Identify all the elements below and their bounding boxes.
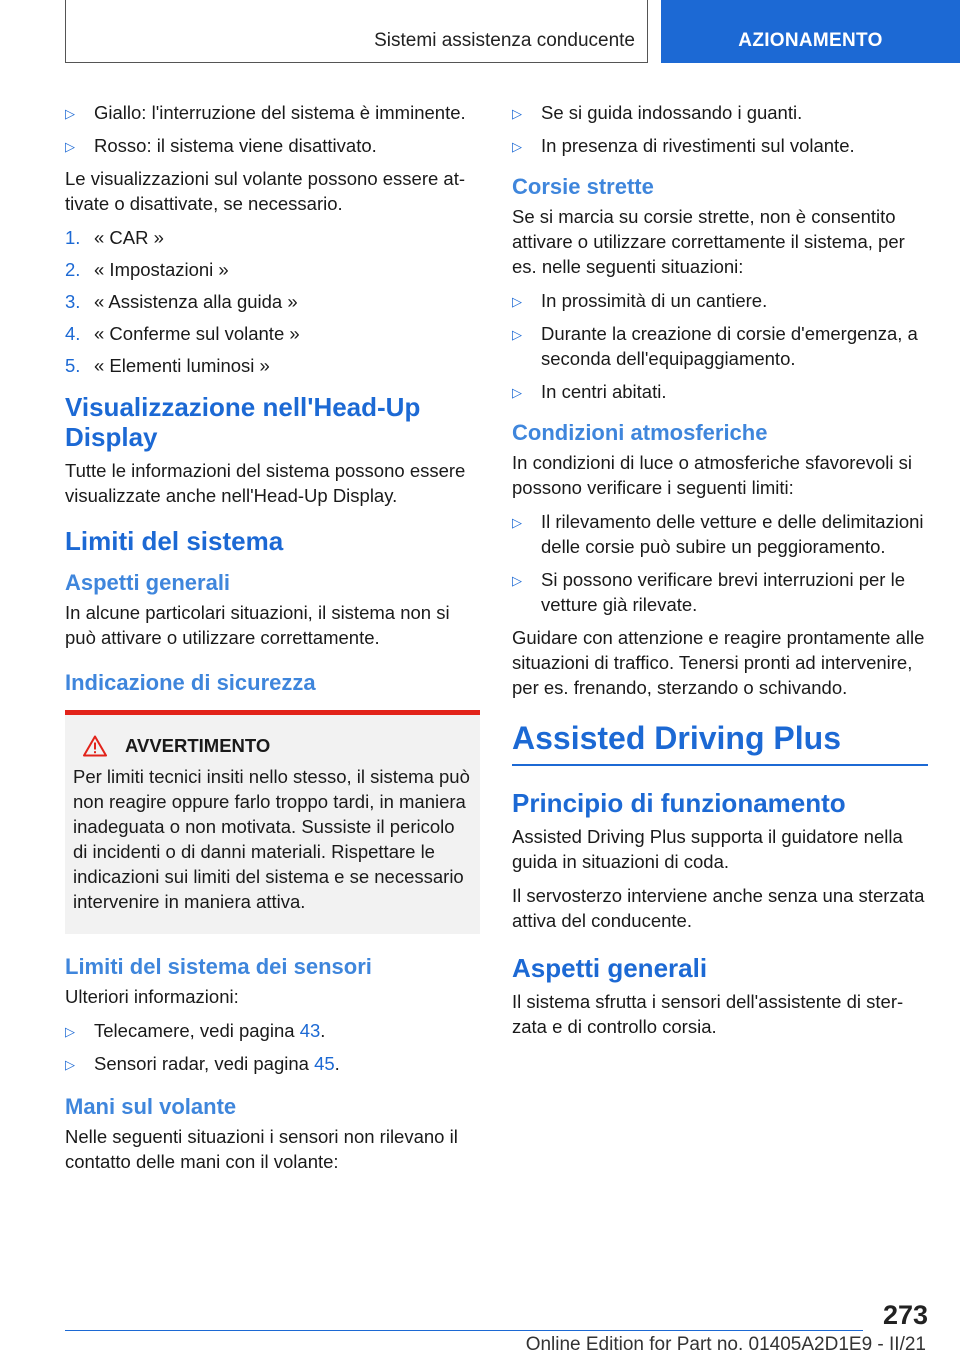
warning-header (83, 733, 472, 758)
step-item (65, 257, 480, 282)
step-item (65, 225, 480, 250)
sensor-limits-heading: Limiti del sistema dei sensori (65, 954, 372, 979)
narrow-lanes-text: Se si marcia su corsie strette, non è consentito attivare o utilizzare correttamente il sistema, per es. nelle seguenti situazioni: (512, 206, 905, 277)
triangle-bullet-icon: ▷ (65, 106, 75, 121)
step-text: « CAR » (94, 227, 164, 248)
list-item-text: Se si guida indossando i guanti. (541, 102, 803, 123)
hands-heading: Mani sul volante (65, 1094, 237, 1119)
warning-title: AVVERTIMENTO (125, 735, 271, 756)
header-chapter-tab (661, 0, 960, 63)
hands-text: Nelle seguenti situazioni i sensori non rilevano il contatto delle mani con il volante: (65, 1126, 458, 1172)
page-number: 273 (882, 1300, 928, 1330)
list-item (512, 100, 928, 125)
general-aspects-heading: Aspetti generali (65, 570, 231, 595)
sensor-intro: Ulteriori informazioni: (65, 986, 239, 1007)
list-item-text: Il rilevamento delle vetture e delle delimitazioni delle corsie può subire un peggioramento. (541, 511, 924, 557)
left-column (65, 100, 480, 1183)
triangle-bullet-icon: ▷ (65, 1057, 75, 1072)
list-item-text: In presenza di rivestimenti sul volante. (541, 135, 855, 156)
list-item (512, 288, 928, 313)
list-item-end: . (334, 1053, 340, 1074)
hud-text: Tutte le informazioni del sistema possono essere visualizzate anche nell'Head-Up Display. (65, 460, 466, 506)
list-item-text: In centri abitati. (541, 381, 667, 402)
principle-text: Il servosterzo interviene anche senza una sterzata attiva del conducente. (512, 885, 925, 931)
list-item (65, 100, 480, 125)
list-item-text: In prossimità di un cantiere. (541, 290, 768, 311)
list-item-text: Giallo: l'interruzione del sistema è imminente. (94, 102, 466, 123)
step-text: « Elementi luminosi » (94, 355, 270, 376)
list-item-text: Telecamere, vedi pagina (94, 1020, 300, 1041)
header-section-tab (65, 0, 648, 63)
list-item-text: Si possono verificare brevi interruzioni per le vetture già rilevate. (541, 569, 906, 615)
step-item (65, 289, 480, 314)
header-chapter-title: AZIONAMENTO (738, 30, 883, 51)
weather-heading: Condizioni atmosferiche (512, 420, 768, 445)
page-link[interactable]: 45 (314, 1053, 335, 1074)
list-item (512, 509, 928, 559)
warning-box (65, 710, 480, 934)
list-item-end: . (320, 1020, 326, 1041)
triangle-bullet-icon: ▷ (512, 294, 522, 309)
triangle-bullet-icon: ▷ (65, 139, 75, 154)
narrow-lanes-heading: Corsie strette (512, 174, 654, 199)
hud-heading: Visualizzazione nell'Head-Up Display (65, 392, 421, 452)
right-column (512, 100, 928, 1048)
step-number: 4. (65, 323, 81, 344)
general-aspects-text: In alcune particolari situazioni, il sistema non si può attivare o utilizzare correttamente. (65, 602, 450, 648)
list-item-text: Rosso: il sistema viene disattivato. (94, 135, 377, 156)
step-item (65, 353, 480, 378)
general-aspects-text: Il sistema sfrutta i sensori dell'assistente di sterzata e di controllo corsia. (512, 991, 904, 1037)
triangle-bullet-icon: ▷ (65, 1024, 75, 1039)
warning-triangle-icon (83, 735, 107, 757)
step-number: 1. (65, 227, 81, 248)
caution-text: Guidare con attenzione e reagire prontamente alle situazioni di traffico. Tenersi pronti ad intervenire, per es. frenando, sterzando o schivando. (512, 627, 925, 698)
system-limits-heading: Limiti del sistema (65, 526, 284, 556)
principle-heading: Principio di funzionamento (512, 788, 846, 818)
step-item (65, 321, 480, 346)
step-text: « Assistenza alla guida » (94, 291, 298, 312)
list-item (65, 1051, 480, 1076)
list-item-text: Sensori radar, vedi pagina (94, 1053, 315, 1074)
triangle-bullet-icon: ▷ (512, 515, 522, 530)
footer-edition: Online Edition for Part no. 01405A2D1E9 - II/21 (525, 1334, 926, 1355)
triangle-bullet-icon: ▷ (512, 385, 522, 400)
step-text: « Impostazioni » (94, 259, 229, 280)
step-number: 2. (65, 259, 81, 280)
list-item (512, 133, 928, 158)
weather-text: In condizioni di luce o atmosferiche sfavorevoli si possono verificare i seguenti limiti: (512, 452, 912, 498)
list-item (512, 321, 928, 371)
footer-divider (65, 1330, 863, 1331)
triangle-bullet-icon: ▷ (512, 139, 522, 154)
step-text: « Conferme sul volante » (94, 323, 300, 344)
step-number: 5. (65, 355, 81, 376)
triangle-bullet-icon: ▷ (512, 106, 522, 121)
safety-heading: Indicazione di sicurezza (65, 670, 316, 695)
page-link[interactable]: 43 (299, 1020, 321, 1041)
triangle-bullet-icon: ▷ (512, 573, 522, 588)
step-number: 3. (65, 291, 81, 312)
list-item-text: Durante la creazione di corsie d'emergenza, a seconda dell'equipaggiamento. (541, 323, 918, 369)
list-item (512, 567, 928, 617)
list-item (65, 1018, 480, 1043)
steering-display-intro: Le visualizzazioni sul volante possono essere attivate o disattivate, se necessario. (65, 168, 466, 214)
list-item (65, 133, 480, 158)
triangle-bullet-icon: ▷ (512, 327, 522, 342)
header-section-title: Sistemi assistenza conducente (374, 30, 635, 51)
general-aspects-heading: Aspetti generali (512, 953, 708, 983)
adp-heading: Assisted Driving Plus (512, 718, 928, 766)
list-item (512, 379, 928, 404)
warning-text: Per limiti tecnici insiti nello stesso, il sistema può non reagire oppure farlo troppo tardi, in maniera inadeguata o non motivata. Sussiste il pericolo di incidenti o di danni materiali. Rispettare le indicazioni sui limiti del sistema e se necessario intervenire in maniera attiva. (73, 766, 470, 912)
principle-text: Assisted Driving Plus supporta il guidatore nella guida in situazioni di coda. (512, 826, 903, 872)
